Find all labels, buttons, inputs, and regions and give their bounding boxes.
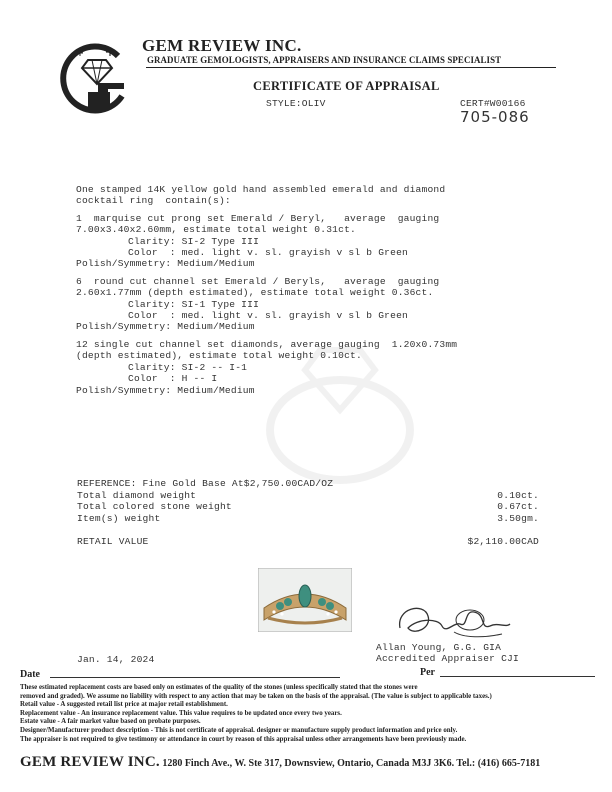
- stone-color: Color : H -- I: [128, 373, 218, 385]
- appraiser-name: Allan Young, G.G. GIA: [376, 642, 502, 653]
- disclaimer-line: removed and graded). We assume no liability with respect to any action that may be taken on the basis of the appraisal. (The value is subject to applicable taxes.): [20, 692, 492, 700]
- diamond-logo-icon: [54, 40, 134, 120]
- ring-photo: [258, 568, 352, 632]
- company-name: GEM REVIEW INC.: [142, 36, 302, 55]
- footer-company-name: GEM REVIEW INC.: [20, 754, 160, 770]
- date-label: Date: [20, 669, 40, 680]
- stone-polish: Polish/Symmetry: Medium/Medium: [76, 321, 255, 333]
- per-label: Per: [420, 667, 435, 678]
- appraiser-signature: [394, 598, 514, 642]
- total-diamond-weight-row: Total diamond weight 0.10ct.: [77, 489, 539, 501]
- totals-section: [77, 478, 539, 524]
- disclaimer-line: Replacement value - An insurance replacement value. This value requires to be updated once every two years.: [20, 709, 342, 717]
- company-logo: [54, 40, 134, 120]
- disclaimer-line: Estate value - A fair market value based on probate purposes.: [20, 718, 201, 726]
- disclaimer-text: [20, 684, 600, 744]
- date-underline: [50, 677, 340, 678]
- stone-clarity: Clarity: SI-1 Type III: [128, 298, 260, 310]
- reference-line: REFERENCE: Fine Gold Base At$2,750.00CAD/OZ: [77, 478, 334, 489]
- retail-value-amount: $2,110.00CAD: [467, 536, 539, 547]
- per-underline: [440, 676, 595, 677]
- handwritten-number: 705-086: [460, 108, 530, 126]
- company-tagline: GRADUATE GEMOLOGISTS, APPRAISERS AND INSURANCE CLAIMS SPECIALIST: [147, 55, 502, 65]
- disclaimer-line: Retail value - A suggested retail list price at major retail establishment.: [20, 701, 228, 709]
- stone-clarity: Clarity: SI-2 -- I-1: [128, 361, 248, 373]
- item-description: [76, 184, 546, 402]
- stone-entry: 1 marquise cut prong set Emerald / Beryl, average gauging 7.00x3.40x2.60mm, estimate total weight 0.31ct. Clarity: SI-2 Type III Color : med. light v. sl. grayish v sl b Green Polish/Symmetry: Medium/Medium: [76, 213, 546, 270]
- disclaimer-line: Designer/Manufacturer product description - This is not certificate of appraisal. designer or manufacture supply product information and price only.: [20, 726, 458, 734]
- stone-polish: Polish/Symmetry: Medium/Medium: [76, 258, 255, 270]
- stone-polish: Polish/Symmetry: Medium/Medium: [76, 384, 255, 396]
- appraiser-block: [376, 642, 519, 664]
- footer-address: 1280 Finch Ave., W. Ste 317, Downsview, Ontario, Canada M3J 3K6. Tel.: (416) 665-7181: [159, 758, 541, 769]
- stone-clarity: Clarity: SI-2 Type III: [128, 235, 260, 247]
- description-intro: One stamped 14K yellow gold hand assembled emerald and diamond cocktail ring contain(s):: [76, 184, 446, 207]
- disclaimer-line: These estimated replacement costs are based only on estimates of the quality of the stones (unless specifically stated that the stones were: [20, 684, 418, 691]
- retail-value-label: RETAIL VALUE: [77, 536, 149, 547]
- certificate-title: CERTIFICATE OF APPRAISAL: [253, 79, 440, 93]
- stone-entry: 6 round cut channel set Emerald / Beryls, average gauging 2.60x1.77mm (depth estimated), estimate total weight 0.36ct. Clarity: SI-1 Type III Color : med. light v. sl. grayish v sl b Green Polish/Symmetry: Medium/Medium: [76, 276, 546, 333]
- certificate-number: CERT#W00166: [460, 98, 526, 109]
- item-weight-row: Item(s) weight 3.50gm.: [77, 512, 539, 524]
- stone-entry: 12 single cut channel set diamonds, average gauging 1.20x0.73mm (depth estimated), estimate total weight 0.10ct. Clarity: SI-2 -- I-1 Color : H -- I Polish/Symmetry: Medium/Medium: [76, 339, 546, 396]
- appraiser-title: Accredited Appraiser CJI: [376, 653, 519, 664]
- total-colored-stone-weight-row: Total colored stone weight 0.67ct.: [77, 501, 539, 513]
- disclaimer-line: The appraiser is not required to give testimony or attendance in court by reason of this appraisal unless other arrangements have been previously made.: [20, 735, 467, 743]
- retail-value-row: [77, 536, 539, 547]
- footer: [20, 753, 610, 771]
- style-code: STYLE:OLIV: [266, 98, 326, 109]
- header-divider: [146, 67, 556, 68]
- stone-color: Color : med. light v. sl. grayish v sl b Green: [128, 247, 408, 259]
- stone-color: Color : med. light v. sl. grayish v sl b Green: [128, 310, 408, 322]
- appraisal-date: Jan. 14, 2024: [77, 654, 155, 665]
